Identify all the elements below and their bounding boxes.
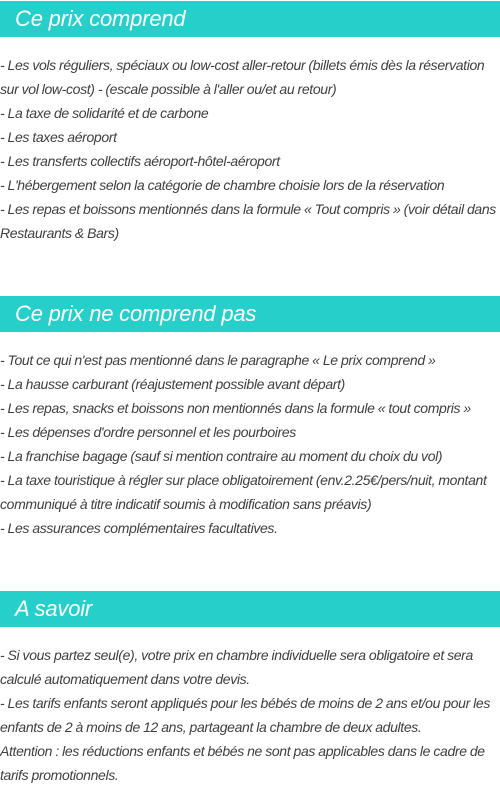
section-title: Ce prix ne comprend pas <box>15 301 257 326</box>
included-list <box>0 53 500 245</box>
list-item: - L'hébergement selon la catégorie de chambre choisie lors de la réservation <box>0 177 445 193</box>
list-item: - Les repas, snacks et boissons non mentionnés dans la formule « tout compris » <box>0 400 471 416</box>
list-item: - Les tarifs enfants seront appliqués pour les bébés de moins de 2 ans et/ou pour les enfants de 2 à moins de 12 ans, partageant la chambre de deux adultes. <box>0 695 490 735</box>
section-title: Ce prix comprend <box>15 6 186 31</box>
list-item: - Les taxes aéroport <box>0 129 117 145</box>
list-item: - Tout ce qui n'est pas mentionné dans le paragraphe « Le prix comprend » <box>0 352 436 368</box>
not-included-list <box>0 348 500 540</box>
list-item: - Si vous partez seul(e), votre prix en chambre individuelle sera obligatoire et sera calculé automatiquement dans votre devis. <box>0 647 473 687</box>
list-item: - Les dépenses d'ordre personnel et les pourboires <box>0 424 296 440</box>
list-item: - Les transferts collectifs aéroport-hôtel-aéroport <box>0 153 280 169</box>
to-know-list <box>0 643 500 787</box>
list-item: - Les assurances complémentaires facultatives. <box>0 520 278 536</box>
list-item: Attention : les réductions enfants et bébés ne sont pas applicables dans le cadre de tarifs promotionnels. <box>0 743 485 783</box>
list-item: - La hausse carburant (réajustement possible avant départ) <box>0 376 345 392</box>
section-header-included <box>0 1 500 37</box>
list-item: - La taxe touristique à régler sur place obligatoirement (env.2.25€/pers/nuit, montant communiqué à titre indicatif soumis à modification sans préavis) <box>0 472 487 512</box>
list-item: - Les vols réguliers, spéciaux ou low-cost aller-retour (billets émis dès la réservation sur vol low-cost) - (escale possible à l'aller ou/et au retour) <box>0 57 485 97</box>
section-header-to-know <box>0 591 500 627</box>
list-item: - Les repas et boissons mentionnés dans la formule « Tout compris » (voir détail dans Restaurants & Bars) <box>0 201 496 241</box>
list-item: - La taxe de solidarité et de carbone <box>0 105 209 121</box>
list-item: - La franchise bagage (sauf si mention contraire au moment du choix du vol) <box>0 448 443 464</box>
section-header-not-included <box>0 296 500 332</box>
section-title: A savoir <box>15 596 93 621</box>
